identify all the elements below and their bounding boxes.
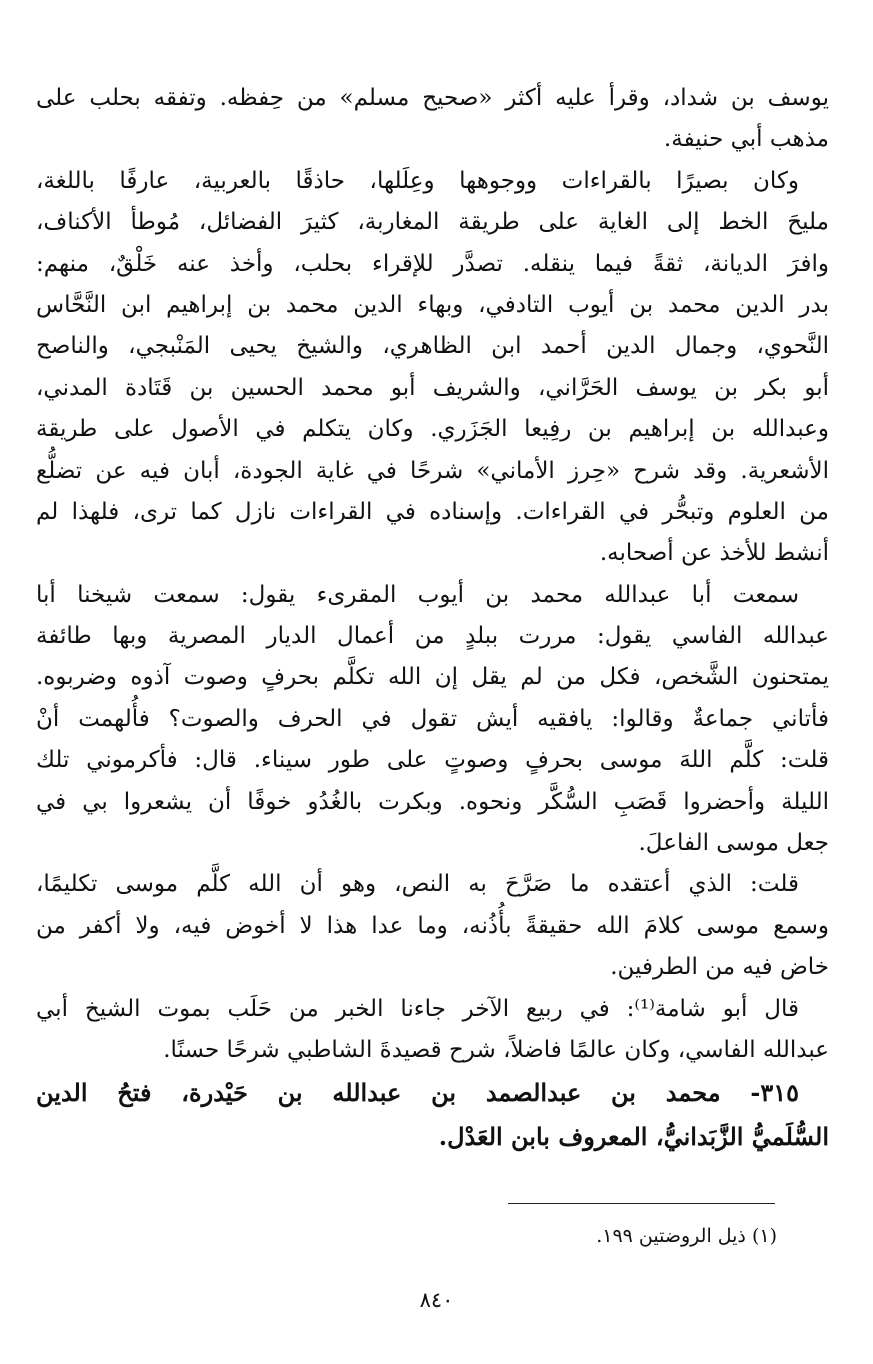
text-line: أبو بكر بن يوسف الحَرَّاني، والشريف أبو محمد الحسين بن قَتَادة المدني،: [36, 374, 829, 401]
text-line: أنشط للأخذ عن أصحابه.: [599, 540, 829, 567]
text-line: عبدالله الفاسي، وكان عالمًا فاضلاً، شرح قصيدةَ الشاطبي شرحًا حسنًا.: [163, 1036, 829, 1063]
text-line: مذهب أبي حنيفة.: [663, 126, 829, 153]
text-line: يمتحنون الشَّخص، فكل من لم يقل إن الله تكلَّم بحرفٍ وصوت آذوه وضربوه.: [36, 664, 829, 691]
main-text: [36, 78, 829, 1159]
text-line: جعل موسى الفاعلَ.: [638, 830, 829, 857]
text-line: الليلة وأحضروا قَصَبِ السُّكَّر ونحوه. وبكرت بالغُدُو خوفًا أن يشعروا بي في: [36, 788, 829, 815]
text-line: مليحَ الخط إلى الغاية على طريقة المغاربة، كثيرَ الفضائل، مُوطأ الأكناف،: [36, 209, 829, 236]
text-line: عبدالله الفاسي يقول: مررت ببلدٍ من أعمال الديار المصرية وبها طائفة: [36, 623, 829, 650]
text-line: بدر الدين محمد بن أيوب التادفي، وبهاء الدين محمد بن إبراهيم ابن النَّحَّاس: [36, 291, 829, 318]
entry-heading-line: ٣١٥- محمد بن عبدالصمد بن عبدالله بن حَيْدرة، فتحُ الدين: [36, 1078, 799, 1108]
footnote: (١) ذيل الروضتين ١٩٩.: [596, 1225, 777, 1247]
page-number: ٨٤٠: [419, 1288, 454, 1312]
paragraph-start-line: وكان بصيرًا بالقراءات ووجوهها وعِلَلها، حاذقًا بالعربية، عارفًا باللغة،: [36, 167, 799, 194]
text-line: وافرَ الديانة، ثقةً فيما ينقله. تصدَّر للإقراء بحلب، وأخذ عنه خَلْقٌ، منهم:: [36, 250, 829, 277]
text-line: خاض فيه من الطرفين.: [610, 954, 829, 981]
text-line: قلت: كلَّم اللهَ موسى بحرفٍ وصوتٍ على طور سيناء. قال: فأكرموني تلك: [36, 747, 829, 774]
footnote-separator: [508, 1203, 775, 1204]
text-line: وسمع موسى كلامَ الله حقيقةً بأُذُنه، وما عدا هذا لا أخوض فيه، ولا أكفر من: [36, 912, 829, 939]
paragraph-start-line: قلت: الذي أعتقده ما صَرَّحَ به النص، وهو أن الله كلَّم موسى تكليمًا،: [36, 871, 799, 898]
text-line: النَّحوي، وجمال الدين أحمد ابن الظاهري، والشيخ يحيى المَنْبجي، والناصح: [36, 333, 829, 360]
text-line: وعبدالله بن إبراهيم بن رفِيعا الجَزَري. وكان يتكلم في الأصول على طريقة: [36, 416, 829, 443]
text-line: فأتاني جماعةٌ وقالوا: يافقيه أيش تقول في الحرف والصوت؟ فأُلهمت أنْ: [36, 705, 829, 732]
paragraph-start-line: قال أبو شامة⁽¹⁾: في ربيع الآخر جاءنا الخبر من حَلَب بموت الشيخ أبي: [36, 995, 799, 1022]
paragraph-start-line: سمعت أبا عبدالله محمد بن أيوب المقرىء يقول: سمعت شيخنا أبا: [36, 581, 799, 608]
text-line: الأشعرية. وقد شرح «حِرز الأماني» شرحًا في غاية الجودة، أبان فيه عن تضلُّع: [36, 457, 829, 484]
text-line: يوسف بن شداد، وقرأ عليه أكثر «صحيح مسلم» من حِفظه. وتفقه بحلب على: [36, 85, 829, 111]
text-line: من العلوم وتبحُّر في القراءات. وإسناده في القراءات نازل كما ترى، فلهذا لم: [36, 498, 829, 525]
entry-heading-line: السُّلَميُّ الزَّبَدانيُّ، المعروف بابن العَدْل.: [438, 1122, 829, 1152]
